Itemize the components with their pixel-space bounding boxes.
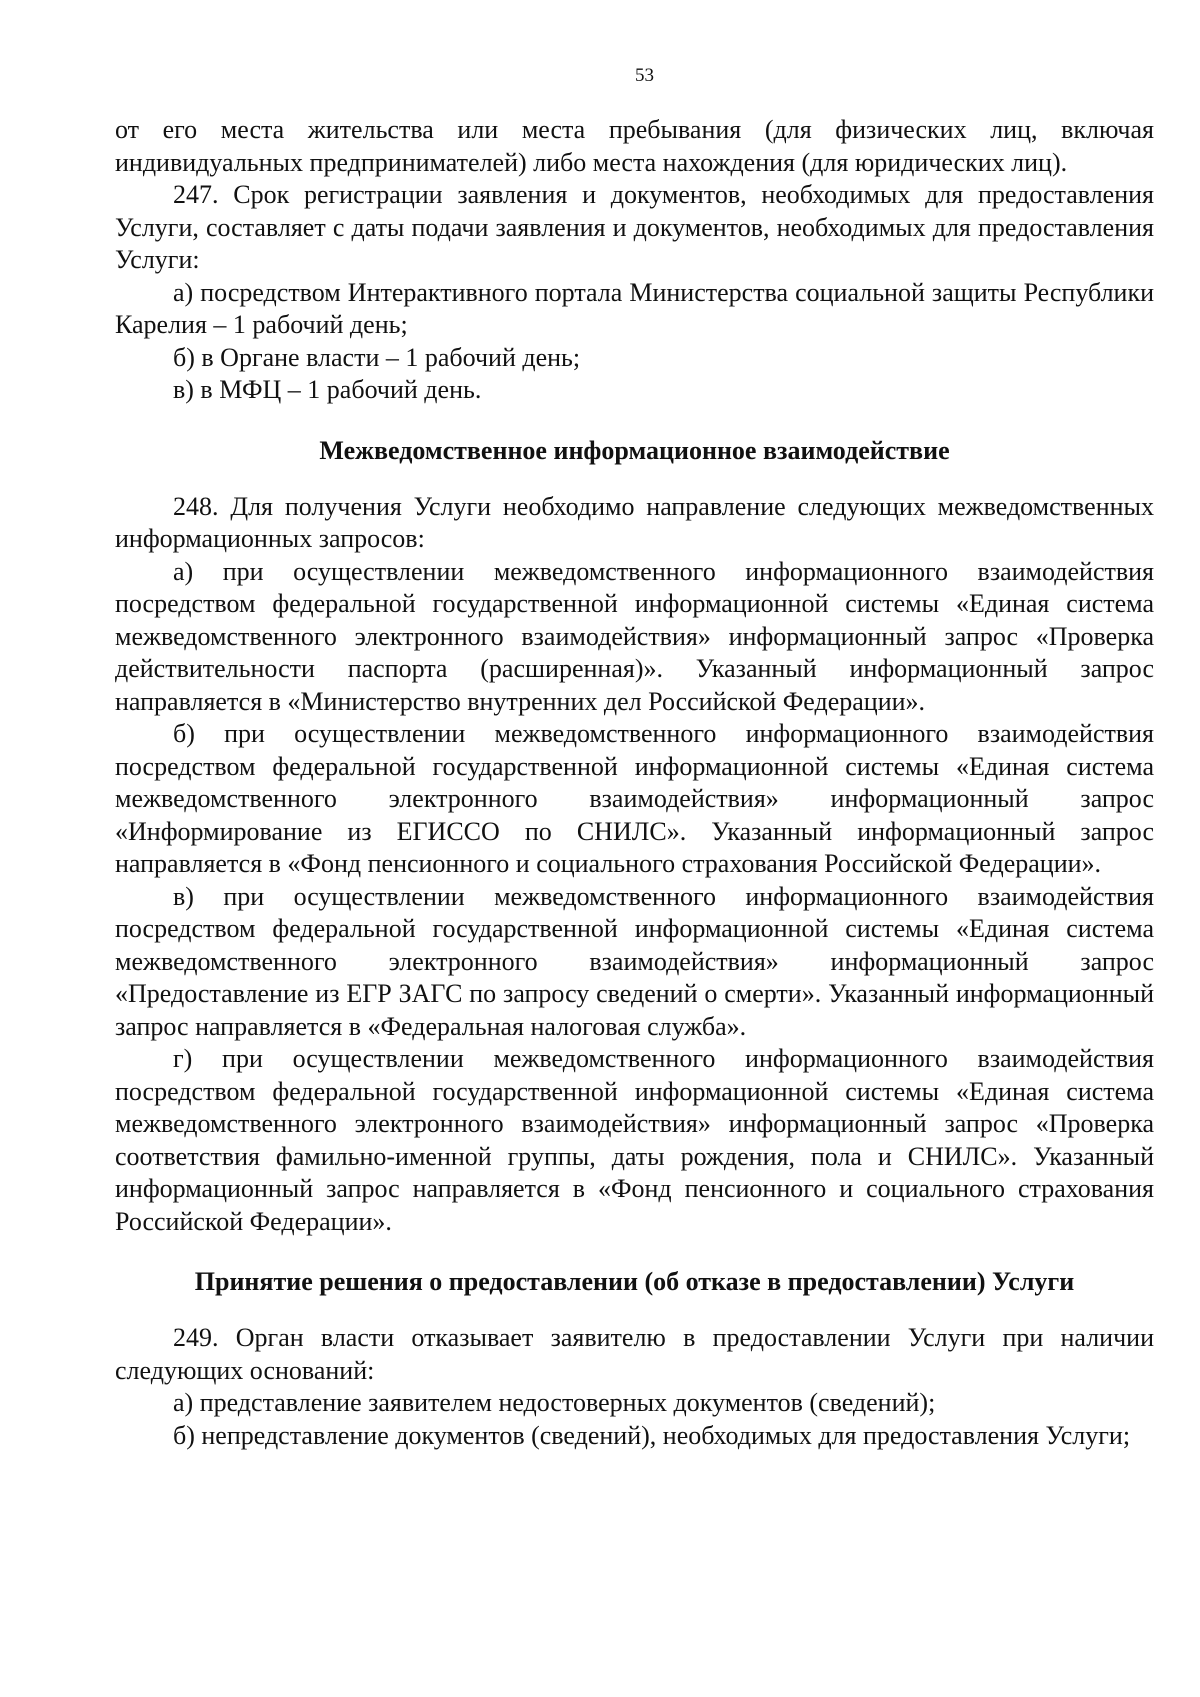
section-heading-interagency: Межведомственное информационное взаимодействие [319,435,950,465]
paragraph-248-c: в) при осуществлении межведомственного информационного взаимодействия посредством федеральной государственной информационной системы «Единая система межведомственного электронного взаимодействия» информационный запрос «Предоставление из ЕГР ЗАГС по запросу сведений о смерти». Указанный информационный запрос направляется в «Федеральная налоговая служба». [115,881,1154,1041]
document-body [115,114,1154,1452]
paragraph-247: 247. Срок регистрации заявления и документов, необходимых для предоставления Услуги, составляет с даты подачи заявления и документов, необходимых для предоставления Услуги: [115,180,1154,274]
paragraph-247-b: б) в Органе власти – 1 рабочий день; [173,342,581,372]
paragraph-248-d: г) при осуществлении межведомственного информационного взаимодействия посредством федеральной государственной информационной системы «Единая система межведомственного электронного взаимодействия» информационный запрос «Проверка соответствия фамильно-именной группы, даты рождения, пола и СНИЛС». Указанный информационный запрос направляется в «Фонд пенсионного и социального страхования Российской Федерации». [115,1044,1154,1236]
paragraph-continuation: от его места жительства или места пребывания (для физических лиц, включая индивидуальных предпринимателей) либо места нахождения (для юридических лиц). [115,115,1154,177]
paragraph-248-a: а) при осуществлении межведомственного информационного взаимодействия посредством федеральной государственной информационной системы «Единая система межведомственного электронного взаимодействия» информационный запрос «Проверка действительности паспорта (расширенная)». Указанный информационный запрос направляется в «Министерство внутренних дел Российской Федерации». [115,556,1154,716]
paragraph-249-b: б) непредставление документов (сведений), необходимых для предоставления Услуги; [173,1420,1131,1450]
paragraph-249-a: а) представление заявителем недостоверных документов (сведений); [173,1388,936,1417]
paragraph-247-a: а) посредством Интерактивного портала Министерства социальной защиты Республики Карелия – 1 рабочий день; [115,277,1154,339]
paragraph-248-b: б) при осуществлении межведомственного информационного взаимодействия посредством федеральной государственной информационной системы «Единая система межведомственного электронного взаимодействия» информационный запрос «Информирование из ЕГИССО по СНИЛС». Указанный информационный запрос направляется в «Фонд пенсионного и социального страхования Российской Федерации». [115,719,1154,878]
paragraph-249: 249. Орган власти отказывает заявителю в предоставлении Услуги при наличии следующих оснований: [115,1323,1154,1385]
paragraph-248: 248. Для получения Услуги необходимо направление следующих межведомственных информационных запросов: [115,491,1154,553]
paragraph-247-c: в) в МФЦ – 1 рабочий день. [173,375,482,404]
section-heading-decision: Принятие решения о предоставлении (об отказе в предоставлении) Услуги [194,1267,1075,1296]
page-number: 53 [635,65,654,86]
